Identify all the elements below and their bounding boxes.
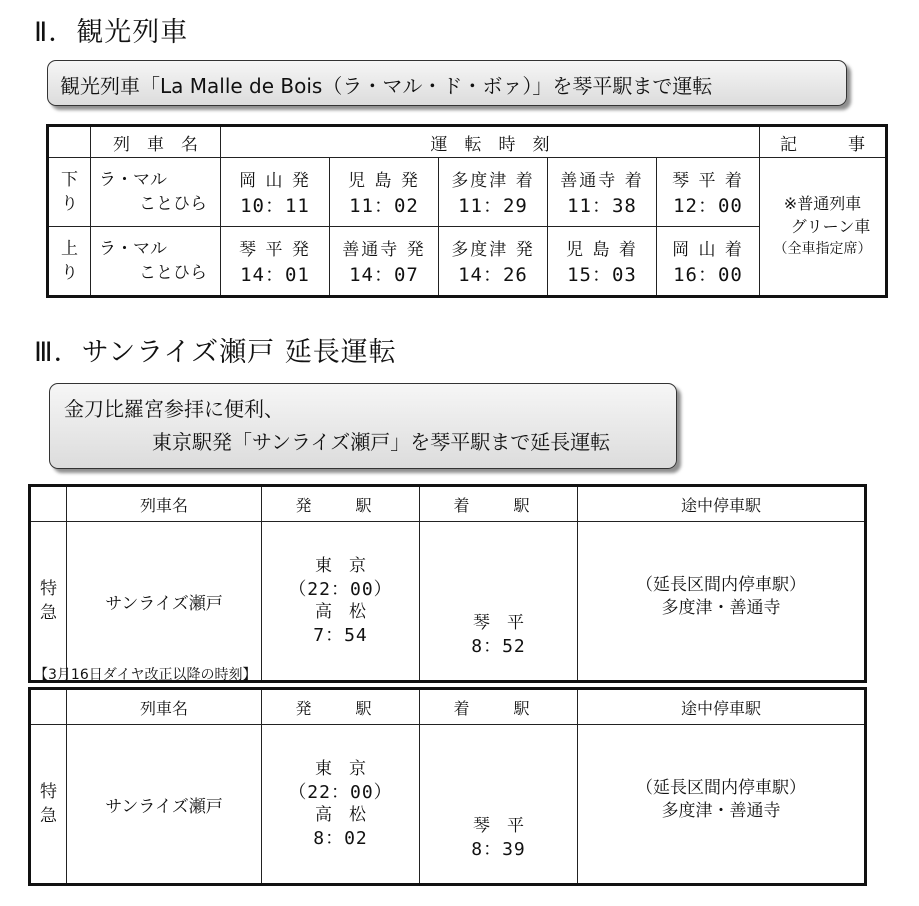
- arrival-cell: 琴 平 8：39: [420, 725, 578, 885]
- header-blank: [30, 689, 67, 725]
- section-3-heading: Ⅲ．サンライズ瀬戸 延長運転: [34, 337, 397, 368]
- stops-cell: （延長区間内停車駅） 多度津・善通寺: [578, 725, 866, 885]
- stop-cell: 善通寺 着 11：38: [548, 158, 657, 227]
- stop-cell: 琴 平 発 14：01: [221, 227, 330, 297]
- train-type: 特 急: [30, 522, 67, 682]
- header-blank: [48, 126, 91, 158]
- section-3-banner: [49, 383, 677, 469]
- timetable-row: [30, 725, 866, 885]
- direction-up: 上 り: [48, 227, 91, 297]
- train-name-line2: ことひら: [139, 263, 207, 283]
- train-name: サンライズ瀬戸: [67, 725, 262, 885]
- section-3-banner-line2: 東京駅発「サンライズ瀬戸」を琴平駅まで延長運転: [152, 430, 611, 454]
- train-type: 特 急: [30, 725, 67, 885]
- stop-cell: 岡 山 発 10：11: [221, 158, 330, 227]
- section-3-banner-line1: 金刀比羅宮参拝に便利、: [64, 397, 284, 421]
- header-schedule: 運 転 時 刻: [221, 126, 760, 158]
- stop-cell: 児 島 着 15：03: [548, 227, 657, 297]
- header-train-name: 列車名: [67, 689, 262, 725]
- stop-cell: 児 島 発 11：02: [330, 158, 439, 227]
- header-train-name: 列 車 名: [91, 126, 221, 158]
- section-2-banner-text: 観光列車「La Malle de Bois（ラ・マル・ド・ボァ）」を琴平駅まで運転: [60, 74, 713, 98]
- train-name-line1: ラ・マル: [99, 239, 167, 259]
- la-malle-timetable: [46, 124, 888, 298]
- remarks-line2: グリーン車: [790, 217, 871, 236]
- stop-cell: 岡 山 着 16：00: [657, 227, 760, 297]
- direction-down: 下 り: [48, 158, 91, 227]
- remarks-line3: （全車指定席）: [773, 241, 872, 257]
- header-departure: 発 駅: [262, 486, 420, 522]
- header-row: [30, 689, 866, 725]
- arrival-cell: 琴 平 8：52: [420, 522, 578, 682]
- train-name-cell: [91, 227, 221, 297]
- departure-cell: 東 京 （22：00） 高 松 7：54: [262, 522, 420, 682]
- section-2-banner: [47, 60, 847, 106]
- stop-cell: 多度津 着 11：29: [439, 158, 548, 227]
- train-name-line1: ラ・マル: [99, 170, 167, 190]
- outbound-row: [48, 158, 887, 227]
- header-departure: 発 駅: [262, 689, 420, 725]
- header-stops: 途中停車駅: [578, 689, 866, 725]
- header-row: [48, 126, 887, 158]
- header-remarks: 記 事: [760, 126, 887, 158]
- departure-cell: 東 京 （22：00） 高 松 8：02: [262, 725, 420, 885]
- header-train-name: 列車名: [67, 486, 262, 522]
- sunrise-timetable-current: [28, 484, 867, 683]
- stop-cell: 琴 平 着 12：00: [657, 158, 760, 227]
- remarks-cell: [760, 158, 887, 297]
- header-stops: 途中停車駅: [578, 486, 866, 522]
- stop-cell: 多度津 発 14：26: [439, 227, 548, 297]
- timetable-row: [30, 522, 866, 682]
- header-blank: [30, 486, 67, 522]
- header-row: [30, 486, 866, 522]
- stop-cell: 善通寺 発 14：07: [330, 227, 439, 297]
- header-arrival: 着 駅: [420, 486, 578, 522]
- train-name-cell: [91, 158, 221, 227]
- train-name-line2: ことひら: [139, 194, 207, 214]
- train-name: サンライズ瀬戸: [67, 522, 262, 682]
- remarks-line1: ※普通列車: [783, 194, 862, 213]
- revision-note: 【3月16日ダイヤ改正以降の時刻】: [34, 667, 257, 683]
- sunrise-timetable-revised: [28, 687, 867, 886]
- header-arrival: 着 駅: [420, 689, 578, 725]
- section-2-heading: Ⅱ．観光列車: [34, 17, 189, 48]
- stops-cell: （延長区間内停車駅） 多度津・善通寺: [578, 522, 866, 682]
